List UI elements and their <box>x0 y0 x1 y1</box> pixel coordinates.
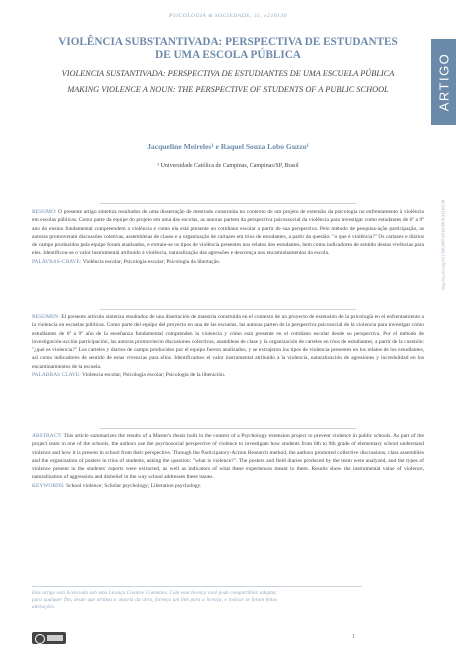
resumen-text: El presente artículo sintetiza resultados de una disertación de maestría construida en el contexto de un proyecto de extensión de la psicología en el enfrentamiento a la violencia en escuelas públicas. Como parte del equipo del proyecto en una de las escuelas, las autoras parten de la perspectiva psicosocial de la violencia para investigar cómo estudiantes de 6º a 9º año de la enseñanza fundamental comprenden la violencia y cómo está presente en el cotidiano escolar desde su perspectiva. Por el método de investigación-acción participación, las autoras promovieron discusiones colectivas, asambleas de clase y la organización de carteles en tríos de estudiantes, a partir de la cuestión: "¿qué es violencia?" Los carteles y diarios de campo producidos por el equipo fueron analizados, y se extrajeron los tipos de violencia presentes en los relatos de los estudiantes, así como indicadores de sentido de estas vivencias para ellos. Identificamos el valor instrumental atribuido a la violencia, naturalización de agresiones y incredulidad en los encaminamientos de la escuela. <box>32 314 424 370</box>
abstract-section <box>32 432 424 490</box>
abstract-label: ABSTRACT: <box>32 433 62 439</box>
license-text: Este artigo está licenciado sob uma Licença Creative Commons. Com essa licença você pode compartilhar, adaptar, para qualquer fim, desde que atribua a autoria da obra, forneça um link para a licença, e indicar se foram feitas alterações. <box>32 590 277 610</box>
resumo-keywords-label: PALAVRAS-CHAVE: <box>32 258 82 265</box>
abstract-keywords: School violence; Scholar psychology; Liberation psychology. <box>64 482 202 489</box>
title-spanish: VIOLENCIA SUSTANTIVADA: PERSPECTIVA DE ESTUDIANTES DE UMA ESCUELA PÚBLICA <box>61 69 395 78</box>
abstract-text: This article summarizes the results of a Master's thesis built in the context of a Psychology extension project to prevent violence in public schools. As part of the project team in one of the schools, the authors use the psychosocial perspective of violence to investigate how students from 6th to 9th grade of elementary school understand violence and how it is present in school from their perspective. Through the Participatory-Action Research method, the authors promoted collective discussions, class assemblies and the organization of posters in trios of students, asking the question: "what is violence?". The posters and field diaries produced by the team were analyzed, and the types of violence present in the students' reports were extracted, as well as indicators of what these experiences meant to them. Results show the instrumental value of violence, naturalization of aggression and disbelief in the way school addresses these issues. <box>32 433 424 481</box>
resumen-label: RESUMEN: <box>32 314 60 320</box>
creative-commons-badge-icon[interactable] <box>32 632 66 644</box>
title-block <box>50 36 406 95</box>
divider <box>100 203 356 204</box>
resumen-section <box>32 313 424 379</box>
title-portuguese: VIOLÊNCIA SUBSTANTIVADA: PERSPECTIVA DE ESTUDANTES DE UMA ESCOLA PÚBLICA <box>58 36 398 61</box>
resumo-section <box>32 208 424 266</box>
resumo-label: RESUMO: <box>32 209 57 215</box>
doi-text: http://dx.doi.org/10.1590/1807-0310/2019v31216138 <box>440 200 446 290</box>
resumen-keywords-label: PALABRAS CLAVE: <box>32 372 81 379</box>
page-number: 1 <box>352 634 355 640</box>
divider <box>100 428 356 429</box>
divider <box>100 309 356 310</box>
resumo-text: O presente artigo sintetiza resultados de uma dissertação de mestrado construída no contexto de um projeto de extensão da psicologia no enfrentamento à violência em escolas públicas. Como parte da equipe do projeto em uma das escolas, as autoras partem da perspectiva psicossocial da violência para investigar como estudantes de 6º a 9º ano do ensino fundamental compreendem a violência e como ela está presente no cotidiano escolar a partir de sua perspectiva. Pelo método de pesquisa-ação participação, as autoras promoveram discussões coletivas, assembleias de classe e a organização de cartazes em trios de estudantes, a partir da questão: "o que é violência?" Os cartazes e diários de campo produzidos pela equipe foram analisados, e extraiu-se os tipos de violência presentes nos relatos dos estudantes, bem como indicadores de sentido destas vivências para eles. Identificou-se o valor instrumental atribuído à violência, naturalização das agressões e descrença nos encaminhamentos da escola. <box>32 209 424 257</box>
footer-rule <box>32 586 362 587</box>
title-english: MAKING VIOLENCE A NOUN: THE PERSPECTIVE OF STUDENTS OF A PUBLIC SCHOOL <box>67 85 389 94</box>
doi-link[interactable] <box>433 130 453 360</box>
abstract-keywords-label: KEYWORDS: <box>32 482 65 489</box>
affiliation: ¹ Universidade Católica de Campinas, Campinas/SP, Brasil <box>157 163 299 169</box>
article-type-label: ARTIGO <box>436 52 451 112</box>
resumo-keywords: Violência escolar; Psicologia escolar; Psicologia da libertação. <box>81 258 221 265</box>
resumen-keywords: Violencia escolar; Psicología escolar; Psicología de la liberación. <box>80 372 226 379</box>
journal-header: PSICOLOGIA & SOCIEDADE, 31, e216138 <box>168 13 288 19</box>
authors: Jacqueline Meireles¹ e Raquel Souza Lobo Guzzo¹ <box>147 142 309 151</box>
article-type-tab <box>431 39 456 125</box>
